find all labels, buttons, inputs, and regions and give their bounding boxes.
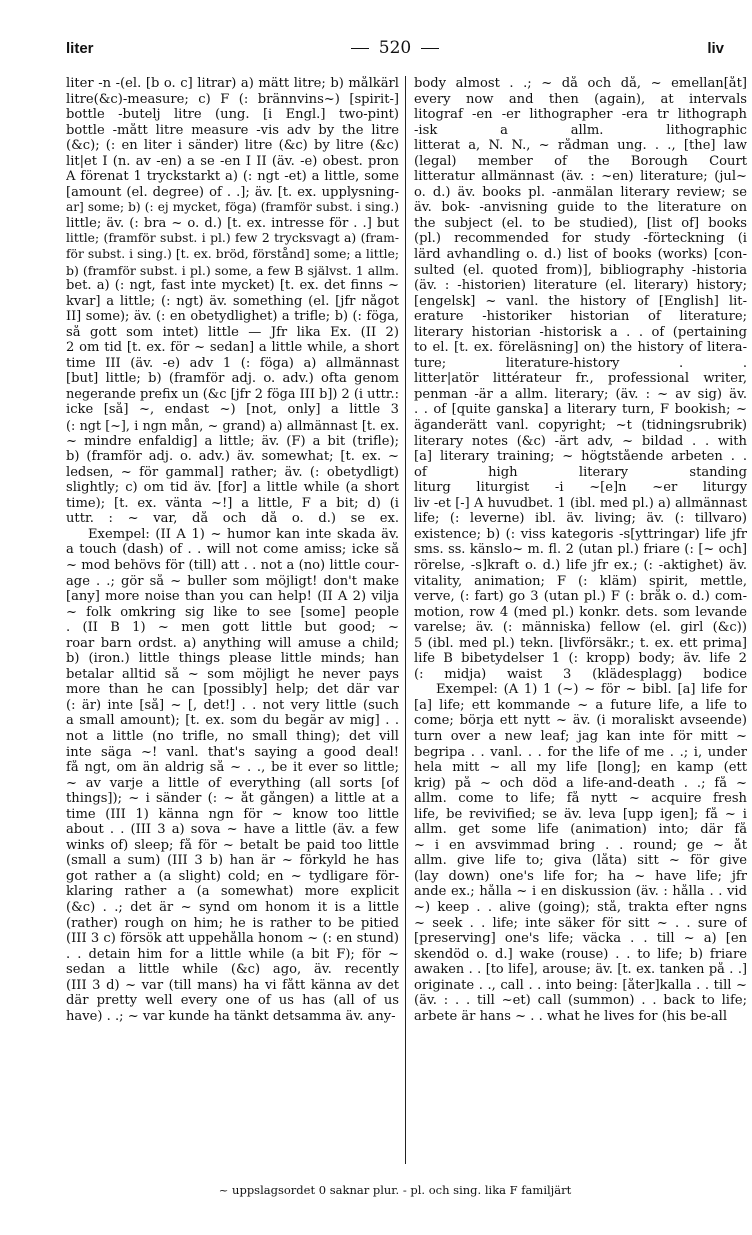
text-line: arbete är hans ~ . . what he lives for (his be-all — [414, 1008, 728, 1024]
text-line: b) (framför adj. o. adv.) äv. somewhat; [t. ex. ~ — [66, 449, 399, 465]
text-line: (pl.) recommended for study -förteckning (i — [414, 231, 747, 247]
text-line: literary notes (&c) -ärt adv, ~ bildad . . with — [414, 433, 747, 449]
text-line: Exempel: (II A 1) ~ humor kan inte skada äv. — [88, 526, 399, 542]
text-line: little; (framför subst. i pl.) few 2 trycksvagt a) (fram- — [66, 231, 399, 246]
text-line: ~ mod behövs för (till) att . . not a (no) little cour- — [66, 557, 399, 573]
dash-right — [421, 48, 439, 49]
text-line: come; börja ett nytt ~ äv. (i moraliskt avseende) — [414, 713, 747, 729]
headword-left: liter — [66, 40, 94, 57]
text-line: time (III 1) känna ngn för ~ know too little — [66, 806, 399, 822]
text-line: allm. come to life; få nytt ~ acquire fresh — [414, 791, 747, 807]
text-line: ~ i en avsvimmad bring . . round; ge ~ åt — [414, 837, 747, 853]
text-line: betalar alltid så ~ som möjligt he never pays — [66, 666, 399, 682]
text-line: verve, (: fart) go 3 (utan pl.) F (: bråk o. d.) com- — [414, 589, 747, 605]
text-line: lit|et I (n. av -en) a se -en I II (äv. -e) obest. pron — [66, 153, 399, 169]
text-line: icke [så] ~, endast ~) [not, only] a little 3 — [66, 402, 399, 418]
text-line: (äv. : . . till ~et) call (summon) . . back to life; — [414, 993, 747, 1009]
text-line: allm. get some life (animation) into; där få — [414, 822, 747, 838]
text-line: b) (iron.) little things please little minds; han — [66, 651, 399, 667]
text-line: body almost . .; ~ då och då, ~ emellan[åt] — [414, 76, 747, 91]
text-line: inte säga ~! vanl. that's saying a good deal! — [66, 744, 399, 760]
text-line: litre(&c)-measure; c) F (: brännvins~) [spirit-] — [66, 91, 399, 107]
text-line: (: är) inte [så] ~ [, det!] . . not very little (such — [66, 697, 399, 713]
text-line: to el. [t. ex. föreläsning] on) the history of litera- — [414, 340, 747, 356]
text-line: . . detain him for a little while (a bit F); för ~ — [66, 946, 399, 962]
text-line: (legal) member of the Borough Court — [414, 153, 747, 169]
text-line: [preserving] one's life; väcka . . till ~ a) [en — [414, 931, 747, 947]
text-line: have) . .; ~ var kunde ha tänkt detsamma äv. any- — [66, 1008, 396, 1024]
text-line: [amount (el. degree) of . .]; äv. [t. ex. upplysning- — [66, 184, 399, 200]
text-line: bottle -mått litre measure -vis adv by the litre — [66, 122, 399, 138]
text-line: awaken . . [to life], arouse; äv. [t. ex. tanken på . .] — [414, 962, 747, 978]
text-line: more than he can [possibly] help; det där var — [66, 682, 399, 698]
text-line: bet. a) (: ngt, fast inte mycket) [t. ex. det finns ~ — [66, 278, 399, 294]
text-line: bottle -butelj litre (ung. [i Engl.] two-pint) — [66, 107, 399, 123]
text-line: ar] some; b) (: ej mycket, föga) (framför subst. i sing.) — [66, 200, 399, 215]
text-line: där pretty well every one of us has (all of us — [66, 993, 399, 1009]
text-line: ~) keep . . alive (going); stå, trakta efter ngns — [414, 899, 747, 915]
text-line: litograf -en -er lithographer -era tr lithograph — [414, 107, 747, 123]
text-line: roar barn ordst. a) anything will amuse a child; — [66, 635, 399, 651]
text-line: sulted (el. quoted from)], bibliography -historia — [414, 262, 747, 278]
text-line: originate . ., call . . into being: [åter]kalla . . till ~ — [414, 977, 747, 993]
text-line: äganderätt vanl. copyright; ~t (tidningsrubrik) — [414, 418, 747, 434]
text-line: skendöd o. d.] wake (rouse) . . to life; b) friare — [414, 946, 747, 962]
text-line: winks of) sleep; få för ~ betalt be paid too little — [66, 837, 399, 853]
text-line: (III 3 d) ~ var (till mans) ha vi fått känna av det — [66, 977, 399, 993]
text-line: få ngt, om än aldrig så ~ . ., be it ever so little; — [66, 760, 399, 776]
text-line: the subject (el. to be studied), [list of] books — [414, 215, 747, 231]
page-header — [66, 40, 724, 62]
text-line: litteratur allmännast (äv. : ~en) literature; (jul~ — [414, 169, 747, 185]
text-line: ande ex.; hålla ~ i en diskussion (äv. : hålla . . vid — [414, 884, 747, 900]
text-line: life, be revivified; se äv. leva [upp igen]; få ~ i — [414, 806, 747, 822]
text-line: of high literary standing — [414, 464, 747, 480]
text-line: sms. ss. känslo~ m. fl. 2 (utan pl.) friare (: [~ och] — [414, 542, 747, 558]
text-line: ture; literature-history . . — [414, 355, 747, 371]
text-line: life; (: leverne) ibl. äv. living; äv. (: tillvaro) — [414, 511, 747, 527]
text-line: (small a sum) (III 3 b) han är ~ förkyld he has — [66, 853, 399, 869]
text-line: b) (framför subst. i pl.) some, a few B självst. 1 allm. — [66, 262, 399, 278]
text-line: about . . (III 3 a) sova ~ have a little (äv. a few — [66, 822, 399, 838]
text-line: så gott som intet) little — Jfr lika Ex. (II 2) — [66, 324, 399, 340]
page-number-wrap — [66, 38, 724, 58]
text-line: things]); ~ i sänder (: ~ åt gången) a little at a — [66, 791, 399, 807]
text-line: slightly; c) om tid äv. [for] a little while (a short — [66, 480, 399, 496]
text-line: liv -et [-] A huvudbet. 1 (ibl. med pl.) a) allmännast — [414, 495, 747, 511]
text-line: klaring rather a (a somewhat) more explicit — [66, 884, 399, 900]
text-line: (rather) rough on him; he is rather to be pitied — [66, 915, 399, 931]
footnote-legend: ~ uppslagsordet 0 saknar plur. - pl. och sing. lika F familjärt — [218, 1183, 572, 1197]
text-line: ~ seek . . life; inte säker för sitt ~ . . sure of — [414, 915, 747, 931]
text-line: begripa . . vanl. . . for the life of me . .; i, under — [414, 744, 747, 760]
text-line: uttr. : ~ var, då och då o. d.) se ex. — [66, 511, 399, 527]
text-line: kvar] a little; (: ngt) äv. something (el. [jfr något — [66, 293, 399, 309]
text-line: life B bibetydelser 1 (: kropp) body; äv. life 2 — [414, 651, 747, 667]
text-line: time); [t. ex. vänta ~!] a little, F a bit; d) (i — [66, 495, 399, 511]
text-line: äv. bok- -anvisning guide to the literature on — [414, 200, 747, 216]
text-line: every now and then (again), at intervals — [414, 91, 747, 107]
text-line: erature -historiker historian of literature; — [414, 309, 747, 325]
text-line: lärd avhandling o. d.) list of books (works) [con- — [414, 247, 747, 263]
text-line: penman -är a allm. literary; (äv. : ~ av sig) äv. — [414, 386, 747, 402]
text-line: liturg liturgist -i ~[e]n ~er liturgy — [414, 480, 747, 496]
text-line: existence; b) (: viss kategoris -s[yttringar) life jfr — [414, 526, 747, 542]
text-line: literary historian -historisk a . . of (pertaining — [414, 324, 747, 340]
text-line: 5 (ibl. med pl.) tekn. [livförsäkr.; t. ex. ett prima] — [414, 635, 747, 651]
text-line: A förenat 1 tryckstarkt a) (: ngt -et) a little, some — [66, 169, 399, 185]
dash-left — [351, 48, 369, 49]
text-line: vitality, animation; F (: kläm) spirit, mettle, — [414, 573, 747, 589]
text-line: motion, row 4 (med pl.) konkr. dets. som levande — [414, 604, 747, 620]
text-line: [engelsk] ~ vanl. the history of [English] lit- — [414, 293, 747, 309]
text-line: varelse; äv. (: människa) fellow (el. girl (&c)) — [414, 620, 747, 636]
text-line: [a] life; ett kommande ~ a future life, a life to — [414, 697, 747, 713]
text-line: för subst. i sing.) [t. ex. bröd, förstånd] some; a little; — [66, 247, 399, 262]
text-line: [any] more noise than you can help! (II A 2) vilja — [66, 589, 399, 605]
text-line: little; äv. (: bra ~ o. d.) [t. ex. intresse för . .] but — [66, 215, 399, 231]
text-line: hela mitt ~ all my life [long]; en kamp (ett — [414, 760, 747, 776]
text-line: turn over a new leaf; jag kan inte för mitt ~ — [414, 728, 747, 744]
left-column — [66, 76, 399, 1024]
text-line: . (II B 1) ~ men gott little but good; ~ — [66, 620, 399, 636]
right-column — [414, 76, 747, 1024]
text-line: (: ngt [~], i ngn mån, ~ grand) a) allmännast [t. ex. — [66, 418, 399, 434]
text-line: Exempel: (A 1) 1 (~) ~ för ~ bibl. [a] life for — [436, 682, 747, 698]
text-line: 2 om tid [t. ex. för ~ sedan] a little while, a short — [66, 340, 399, 356]
text-line: ledsen, ~ för gammal] rather; äv. (: obetydligt) — [66, 464, 399, 480]
text-line: -isk a allm. lithographic — [414, 122, 747, 138]
text-line: o. d.) äv. books pl. -anmälan literary review; se — [414, 184, 747, 200]
text-line: allm. give life to; giva (låta) sitt ~ för give — [414, 853, 747, 869]
text-line: (: midja) waist 3 (klädesplagg) bodice — [414, 666, 747, 682]
text-line: time III (äv. -e) adv 1 (: föga) a) allmännast — [66, 355, 399, 371]
page-number: 520 — [378, 38, 412, 58]
text-line: sedan a little while (&c) ago, äv. recently — [66, 962, 399, 978]
text-line: II] some); äv. (: en obetydlighet) a trifle; b) (: föga, — [66, 309, 399, 325]
text-line: [a] literary training; ~ högtstående arbeten . . — [414, 449, 747, 465]
text-line: age . .; gör så ~ buller som möjligt! don't make — [66, 573, 399, 589]
text-line: ~ av varje a little of everything (all sorts [of — [66, 775, 399, 791]
text-line: (äv. : -historien) literature (el. literary) history; — [414, 278, 747, 294]
text-line: not a little (no trifle, no small thing); det vill — [66, 728, 399, 744]
text-line: negerande prefix un (&c [jfr 2 föga III b]) 2 (i uttr.: — [66, 386, 399, 402]
text-line: . . of [quite ganska] a literary turn, F bookish; ~ — [414, 402, 747, 418]
text-line: krig) på ~ och död a life-and-death . .; få ~ — [414, 775, 747, 791]
text-line: got rather a (a slight) cold; en ~ tydligare för- — [66, 868, 399, 884]
text-line: litterat a, N. N., ~ rådman ung. . ., [the] law — [414, 138, 747, 154]
text-line: ~ mindre enfaldig] a little; äv. (F) a bit (trifle); — [66, 433, 399, 449]
text-line: (&c); (: en liter i sänder) litre (&c) by litre (&c) — [66, 138, 399, 154]
text-line: liter -n -(el. [b o. c] litrar) a) mätt litre; b) målkärl — [66, 76, 399, 91]
text-line: (III 3 c) försök att uppehålla honom ~ (: en stund) — [66, 931, 399, 947]
text-line: a touch (dash) of . . will not come amiss; icke så — [66, 542, 399, 558]
column-divider — [405, 76, 406, 1164]
text-line: rörelse, -s]kraft o. d.) life jfr ex.; (: -aktighet) äv. — [414, 557, 747, 573]
headword-right: liv — [707, 40, 724, 57]
text-line: a small amount); [t. ex. som du begär av mig] . . — [66, 713, 399, 729]
text-line: (&c) . .; det är ~ synd om honom it is a little — [66, 899, 399, 915]
text-line: (lay down) one's life for; ha ~ have life; jfr — [414, 868, 747, 884]
text-line: [but] little; b) (framför adj. o. adv.) ofta genom — [66, 371, 399, 387]
text-line: litter|atör littérateur fr., professional writer, — [414, 371, 747, 387]
text-line: ~ folk omkring sig like to see [some] people — [66, 604, 399, 620]
